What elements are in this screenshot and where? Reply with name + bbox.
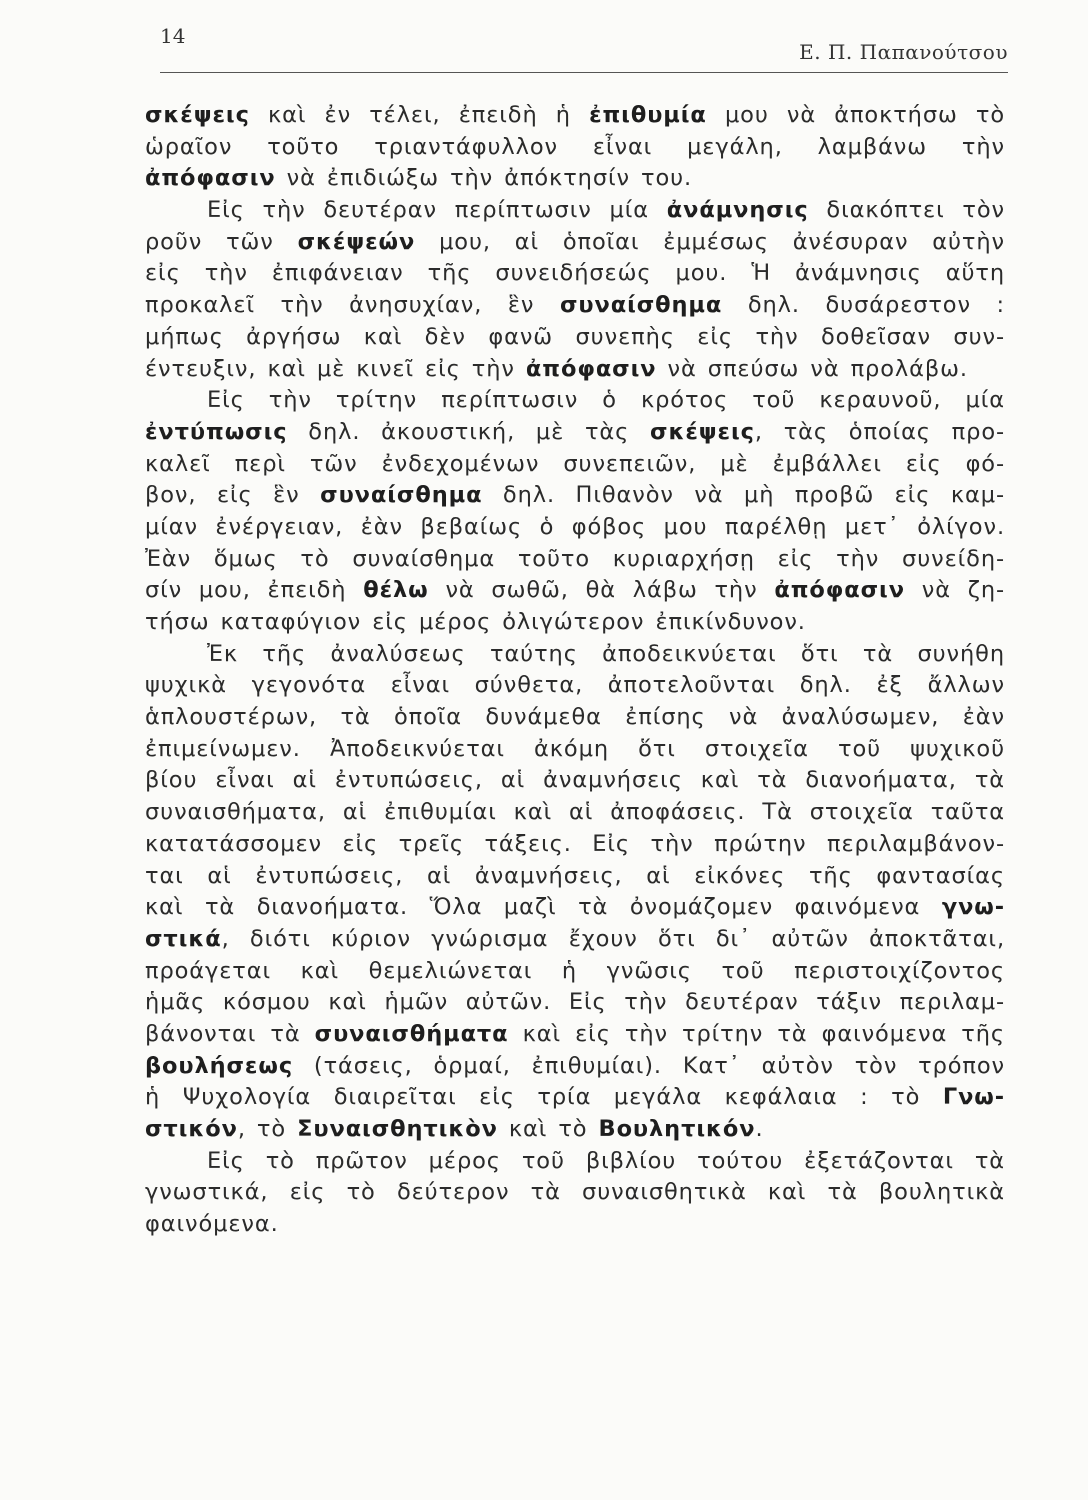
text-segment: κατατάσσομεν εἰς τρεῖς τάξεις. Εἰς τὴν πρώτην περιλαμβάνον-: [145, 830, 1005, 857]
text-line: [145, 861, 1005, 893]
text-segment: , τὰς ὁποίας προ-: [754, 418, 1005, 445]
text-segment: , διότι κύριον γνώρισμα ἔχουν ὅτι δι᾽ αὐτῶν ἀποκτᾶται,: [221, 925, 1005, 952]
text-segment: ἐπιμείνωμεν. Ἀποδεικνύεται ἀκόμη ὅτι στοιχεῖα τοῦ ψυχικοῦ: [145, 735, 1005, 762]
text-segment: Εἰς τὸ πρῶτον μέρος τοῦ βιβλίου τούτου ἐξετάζονται τὰ: [207, 1147, 1005, 1174]
page-header: [160, 18, 1008, 78]
text-segment: μου, αἱ ὁποῖαι ἐμμέσως ἀνέσυραν αὐτὴν: [415, 228, 1005, 255]
text-segment: σίν μου, ἐπειδὴ: [145, 577, 364, 604]
text-line: [145, 385, 1005, 417]
text-segment: τήσω καταφύγιον εἰς μέρος ὀλιγώτερον ἐπικίνδυνον.: [145, 609, 806, 635]
emphasized-term: Βουλητικόν: [598, 1116, 756, 1142]
text-segment: δηλ. δυσάρεστον :: [722, 292, 1005, 319]
text-line: [145, 132, 1005, 164]
emphasized-term: σκέψεών: [297, 228, 416, 255]
text-segment: καὶ τὸ: [497, 1116, 599, 1142]
text-segment: προάγεται καὶ θεμελιώνεται ἡ γνῶσις τοῦ περιστοιχίζοντος: [145, 957, 1005, 984]
text-line: [145, 987, 1005, 1019]
text-line: [145, 1177, 1005, 1209]
text-segment: Ἐκ τῆς ἀναλύσεως ταύτης ἀποδεικνύεται ὅτι τὰ συνήθη: [207, 640, 1005, 667]
text-segment: Εἰς τὴν δευτέραν περίπτωσιν μία: [207, 197, 667, 224]
text-segment: , τὸ: [237, 1116, 298, 1142]
text-segment: νὰ σωθῶ, θὰ λάβω τὴν: [428, 577, 775, 604]
text-line: [145, 195, 1005, 227]
text-line: [145, 1209, 1005, 1241]
text-line: [145, 227, 1005, 259]
text-segment: νὰ σπεύσω νὰ προλάβω.: [656, 355, 968, 382]
text-line: [145, 892, 1005, 924]
text-segment: ἡμᾶς κόσμου καὶ ἡμῶν αὐτῶν. Εἰς τὴν δευτέραν τάξιν περιλαμ-: [145, 989, 1005, 1016]
text-line: [145, 1114, 1005, 1146]
text-line: [145, 734, 1005, 766]
text-segment: .: [755, 1116, 764, 1142]
text-line: [145, 702, 1005, 734]
text-segment: Ἐὰν ὅμως τὸ συναίσθημα τοῦτο κυριαρχήσῃ εἰς τὴν συνείδη-: [145, 545, 1005, 572]
text-line: [145, 829, 1005, 861]
emphasized-term: θέλω: [363, 577, 429, 604]
emphasized-term: ἀπόφασιν: [774, 577, 905, 604]
text-segment: φαινόμενα.: [145, 1211, 279, 1238]
text-segment: εἰς τὴν ἐπιφάνειαν τῆς συνειδήσεώς μου. Ἡ ἀνάμνησις αὕτη: [145, 260, 1005, 287]
text-segment: (τάσεις, ὁρμαί, ἐπιθυμίαι). Κατ᾽ αὐτὸν τὸν τρόπον: [293, 1052, 1005, 1079]
emphasized-term: Γνω-: [942, 1084, 1005, 1111]
text-line: [145, 449, 1005, 481]
text-segment: ἡ Ψυχολογία διαιρεῖται εἰς τρία μεγάλα κεφάλαια : τὸ: [145, 1084, 943, 1111]
text-line: [145, 924, 1005, 956]
emphasized-term: ἐπιθυμία: [589, 102, 707, 128]
text-segment: καὶ τὰ διανοήματα. Ὅλα μαζὶ τὰ ὀνομάζομεν φαινόμενα: [145, 894, 942, 921]
body-text: [145, 100, 1005, 1241]
text-segment: καὶ εἰς τὴν τρίτην τὰ φαινόμενα τῆς: [508, 1020, 1005, 1047]
text-segment: νὰ ἐπιδιώξω τὴν ἀπόκτησίν του.: [275, 165, 693, 192]
text-line: [145, 417, 1005, 449]
text-line: [145, 544, 1005, 576]
emphasized-term: συναίσθημα: [320, 482, 483, 509]
text-segment: βάνονται τὰ: [145, 1020, 315, 1047]
text-line: [145, 480, 1005, 512]
text-segment: γνωστικά, εἰς τὸ δεύτερον τὰ συναισθητικὰ καὶ τὰ βουλητικὰ: [145, 1179, 1005, 1206]
emphasized-term: σκέψεις: [145, 102, 250, 128]
emphasized-term: στικά: [145, 925, 222, 952]
text-segment: συναισθήματα, αἱ ἐπιθυμίαι καὶ αἱ ἀποφάσεις. Τὰ στοιχεῖα ταῦτα: [145, 799, 1005, 826]
text-segment: Εἰς τὴν τρίτην περίπτωσιν ὁ κρότος τοῦ κεραυνοῦ, μία: [207, 387, 1005, 414]
emphasized-term: ἀπόφασιν: [145, 165, 276, 192]
text-line: [145, 956, 1005, 988]
text-segment: έντευξιν, καὶ μὲ κινεῖ εἰς τὴν: [145, 355, 526, 382]
text-segment: νὰ ζη-: [904, 577, 1006, 604]
running-head: Ε. Π. Παπανούτσου: [799, 40, 1008, 64]
text-segment: καὶ ἐν τέλει, ἐπειδὴ ἡ: [249, 102, 590, 128]
emphasized-term: στικόν: [145, 1116, 238, 1142]
text-segment: δηλ. ἀκουστική, μὲ τὰς: [287, 418, 651, 445]
text-line: [145, 575, 1005, 607]
text-segment: μου νὰ ἀποκτήσω τὸ: [706, 102, 1005, 128]
text-segment: ροῦν τῶν: [145, 228, 298, 255]
header-rule: [160, 72, 1008, 73]
text-line: [145, 290, 1005, 322]
text-segment: ψυχικὰ γεγονότα εἶναι σύνθετα, ἀποτελοῦνται δηλ. ἐξ ἄλλων: [145, 672, 1005, 699]
text-line: [145, 354, 1005, 386]
emphasized-term: συναίσθημα: [559, 292, 723, 319]
emphasized-term: σκέψεις: [650, 418, 755, 445]
text-line: [145, 1082, 1005, 1114]
text-line: [145, 512, 1005, 544]
text-line: [145, 670, 1005, 702]
text-segment: βον, εἰς ἓν: [145, 482, 321, 509]
emphasized-term: Συναισθητικὸν: [297, 1116, 498, 1142]
text-line: [145, 1146, 1005, 1178]
text-line: [145, 765, 1005, 797]
page-number: 14: [160, 24, 186, 48]
text-line: [145, 322, 1005, 354]
text-line: [145, 797, 1005, 829]
text-segment: μήπως ἀργήσω καὶ δὲν φανῶ συνεπὴς εἰς τὴν δοθεῖσαν συν-: [145, 323, 1005, 350]
text-segment: ὡραῖον τοῦτο τριαντάφυλλον εἶναι μεγάλη, λαμβάνω τὴν: [145, 133, 1005, 160]
emphasized-term: συναισθήματα: [314, 1020, 509, 1047]
text-segment: δηλ. Πιθανὸν νὰ μὴ προβῶ εἰς καμ-: [482, 482, 1005, 509]
text-segment: προκαλεῖ τὴν ἀνησυχίαν, ἓν: [145, 292, 560, 319]
text-segment: ἁπλουστέρων, τὰ ὁποῖα δυνάμεθα ἐπίσης νὰ ἀναλύσωμεν, ἐὰν: [145, 704, 1005, 731]
text-line: [145, 1051, 1005, 1083]
emphasized-term: βουλήσεως: [145, 1052, 294, 1079]
text-line: [145, 607, 1005, 639]
text-segment: μίαν ἐνέργειαν, ἐὰν βεβαίως ὁ φόβος μου παρέλθῃ μετ᾽ ὀλίγον.: [145, 513, 1005, 540]
emphasized-term: ἐντύπωσις: [145, 418, 288, 445]
text-segment: διακόπτει τὸν: [808, 197, 1005, 224]
emphasized-term: ἀνάμνησις: [666, 197, 809, 224]
text-segment: καλεῖ περὶ τῶν ἐνδεχομένων συνεπειῶν, μὲ ἐμβάλλει εἰς φό-: [145, 450, 1005, 477]
text-segment: ται αἱ ἐντυπώσεις, αἱ ἀναμνήσεις, αἱ εἰκόνες τῆς φαντασίας: [145, 862, 1005, 889]
text-line: [145, 258, 1005, 290]
text-line: [145, 100, 1005, 132]
emphasized-term: ἀπόφασιν: [525, 355, 657, 382]
emphasized-term: γνω-: [941, 894, 1005, 921]
text-segment: βίου εἶναι αἱ ἐντυπώσεις, αἱ ἀναμνήσεις καὶ τὰ διανοήματα, τὰ: [145, 767, 1005, 794]
text-line: [145, 1019, 1005, 1051]
text-line: [145, 163, 1005, 195]
text-line: [145, 639, 1005, 671]
